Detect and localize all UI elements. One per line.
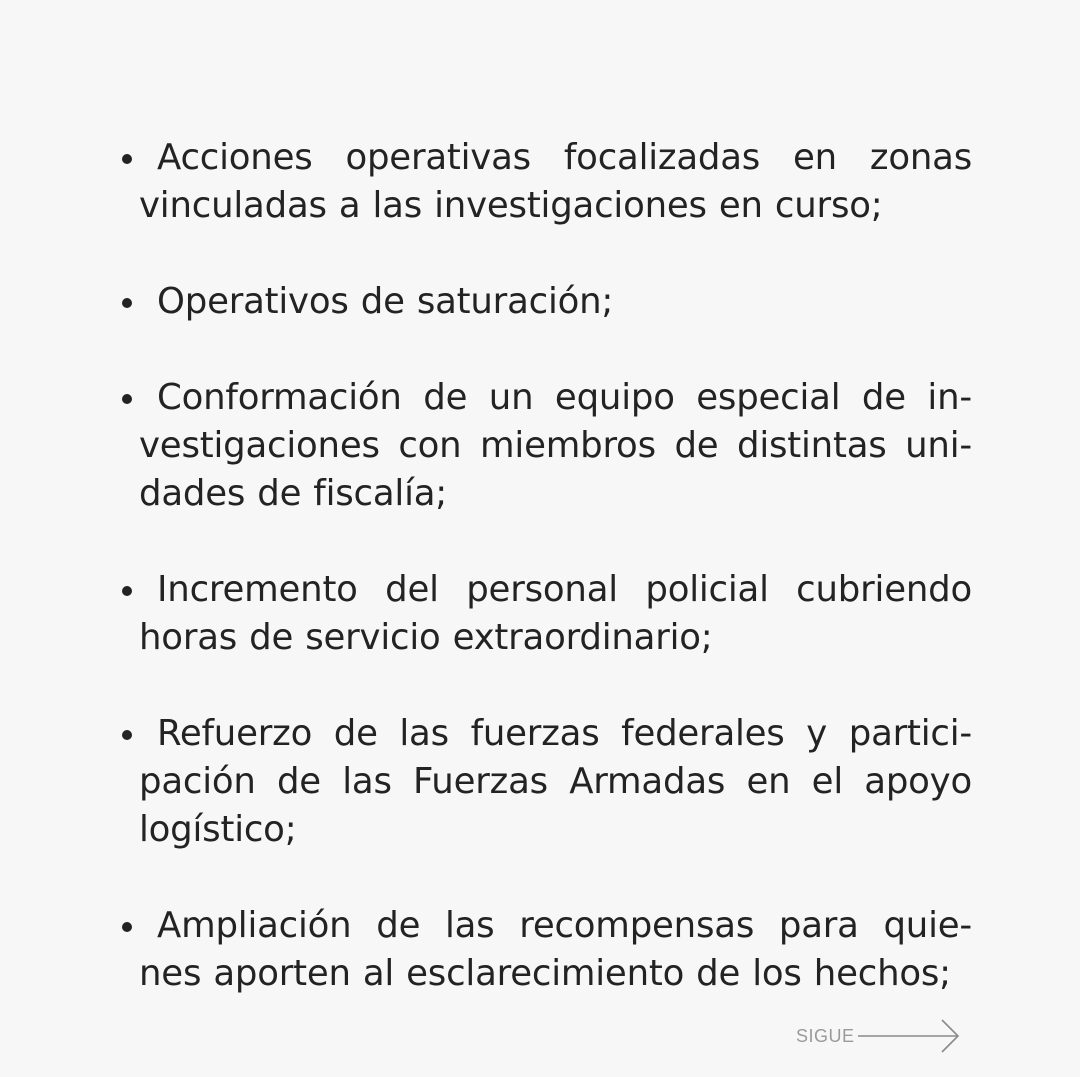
measures-list: [122, 134, 972, 1046]
list-item-text-line: Acciones operativas focalizadas en zonas: [157, 137, 972, 178]
list-item-text-line: Refuerzo de las fuerzas federales y partici-: [157, 713, 972, 754]
list-item-text-line: Operativos de saturación;: [157, 281, 614, 322]
list-item: [122, 374, 972, 518]
list-item: [122, 902, 972, 998]
list-item-text-line: pación de las Fuerzas Armadas en el apoyo: [139, 761, 972, 802]
bullet-icon: [122, 394, 132, 404]
next-slide-button[interactable]: [796, 1016, 960, 1056]
bullet-icon: [122, 298, 132, 308]
bullet-icon: [122, 922, 132, 932]
list-item-text-line: Ampliación de las recompensas para quie-: [157, 905, 972, 946]
list-item-text-line: logístico;: [139, 809, 297, 850]
list-item-text-line: Conformación de un equipo especial de in-: [157, 377, 972, 418]
bullet-icon: [122, 730, 132, 740]
list-item-text-line: nes aporten al esclarecimiento de los hechos;: [139, 953, 951, 994]
list-item-text-line: dades de fiscalía;: [139, 473, 448, 514]
list-item: [122, 134, 972, 230]
list-item-text-line: vestigaciones con miembros de distintas uni-: [139, 425, 972, 466]
bullet-icon: [122, 154, 132, 164]
list-item: [122, 566, 972, 662]
next-label: SIGUE: [796, 1025, 855, 1046]
list-item-text-line: horas de servicio extraordinario;: [139, 617, 713, 658]
bullet-icon: [122, 586, 132, 596]
list-item-text-line: Incremento del personal policial cubriendo: [157, 569, 972, 610]
arrow-right-icon: [858, 1016, 960, 1056]
list-item: [122, 278, 972, 326]
list-item: [122, 710, 972, 854]
list-item-text-line: vinculadas a las investigaciones en curso;: [139, 185, 883, 226]
